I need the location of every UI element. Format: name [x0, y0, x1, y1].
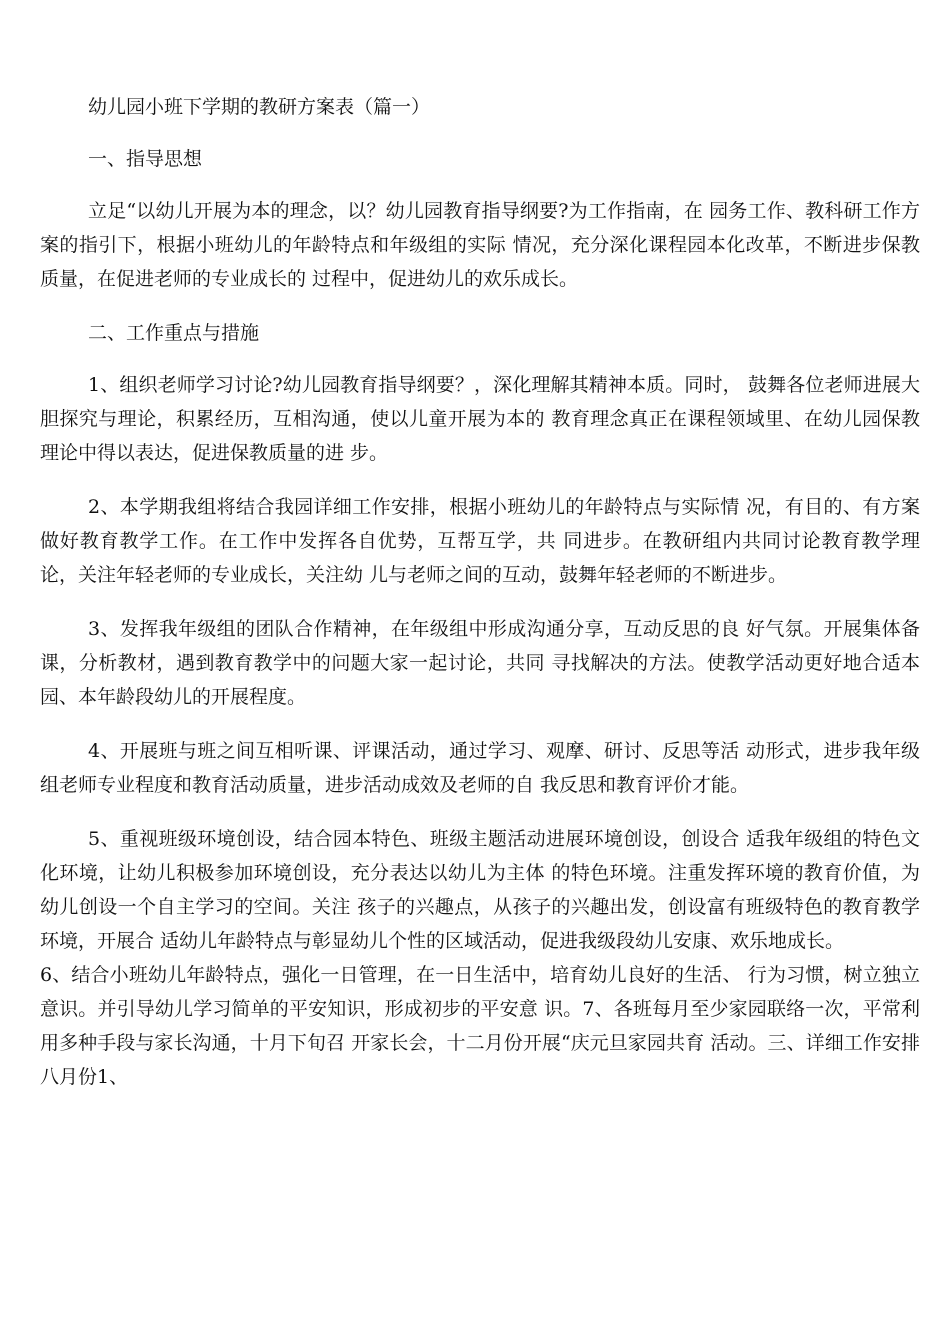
paragraph-item-4: 4、开展班与班之间互相听课、评课活动，通过学习、观摩、研讨、反思等活 动形式，进步我年级组老师专业程度和教育活动质量，进步活动成效及老师的自 我反思和教育评价才能。 — [40, 740, 920, 796]
document-title: 幼儿园小班下学期的教研方案表（篇一） — [88, 96, 431, 118]
section-heading-guiding-thought: 一、指导思想 — [88, 148, 203, 170]
paragraph-item-3: 3、发挥我年级组的团队合作精神，在年级组中形成沟通分享，互动反思的良 好气氛。开展集体备课，分析教材，遇到教育教学中的问题大家一起讨论，共同 寻找解决的方法。使教学活动更好地合适本园、本年龄段幼儿的开展程度。 — [40, 618, 920, 708]
paragraph-guiding-thought: 立足“以幼儿开展为本的理念，以？幼儿园教育指导纲要?为工作指南，在 园务工作、教科研工作方案的指引下，根据小班幼儿的年龄特点和年级组的实际 情况，充分深化课程园本化改革，不断进步保教质量，在促进老师的专业成长的 过程中，促进幼儿的欢乐成长。 — [40, 200, 920, 290]
paragraph-item-5: 5、重视班级环境创设，结合园本特色、班级主题活动进展环境创设，创设合 适我年级组的特色文化环境，让幼儿积极参加环境创设，充分表达以幼儿为主体 的特色环境。注重发挥环境的教育价值，为幼儿创设一个自主学习的空间。关注 孩子的兴趣点，从孩子的兴趣出发，创设富有班级特色的教育教学环境，开展合 适幼儿年龄特点与彰显幼儿个性的区域活动，促进我级段幼儿安康、欢乐地成长。 — [40, 828, 920, 952]
paragraph-item-1: 1、组织老师学习讨论?幼儿园教育指导纲要？，深化理解其精神本质。同时， 鼓舞各位老师进展大胆探究与理论，积累经历，互相沟通，使以儿童开展为本的 教育理念真正在课程领域里、在幼儿园保教理论中得以表达，促进保教质量的进 步。 — [40, 374, 920, 464]
section-heading-key-work: 二、工作重点与措施 — [88, 322, 260, 344]
document-page — [40, 90, 920, 1114]
paragraph-item-2: 2、本学期我组将结合我园详细工作安排，根据小班幼儿的年龄特点与实际情 况，有目的、有方案做好教育教学工作。在工作中发挥各自优势，互帮互学，共 同进步。在教研组内共同讨论教育教学理论，关注年轻老师的专业成长，关注幼 儿与老师之间的互动，鼓舞年轻老师的不断进步。 — [40, 496, 920, 586]
paragraph-item-6: 6、结合小班幼儿年龄特点，强化一日管理，在一日生活中，培育幼儿良好的生活、 行为习惯，树立独立意识。并引导幼儿学习简单的平安知识，形成初步的平安意 识。7、各班每月至少家园联络一次，平常利用多种手段与家长沟通，十月下旬召 开家长会，十二月份开展“庆元旦家园共育 活动。三、详细工作安排八月份1、 — [40, 964, 920, 1088]
